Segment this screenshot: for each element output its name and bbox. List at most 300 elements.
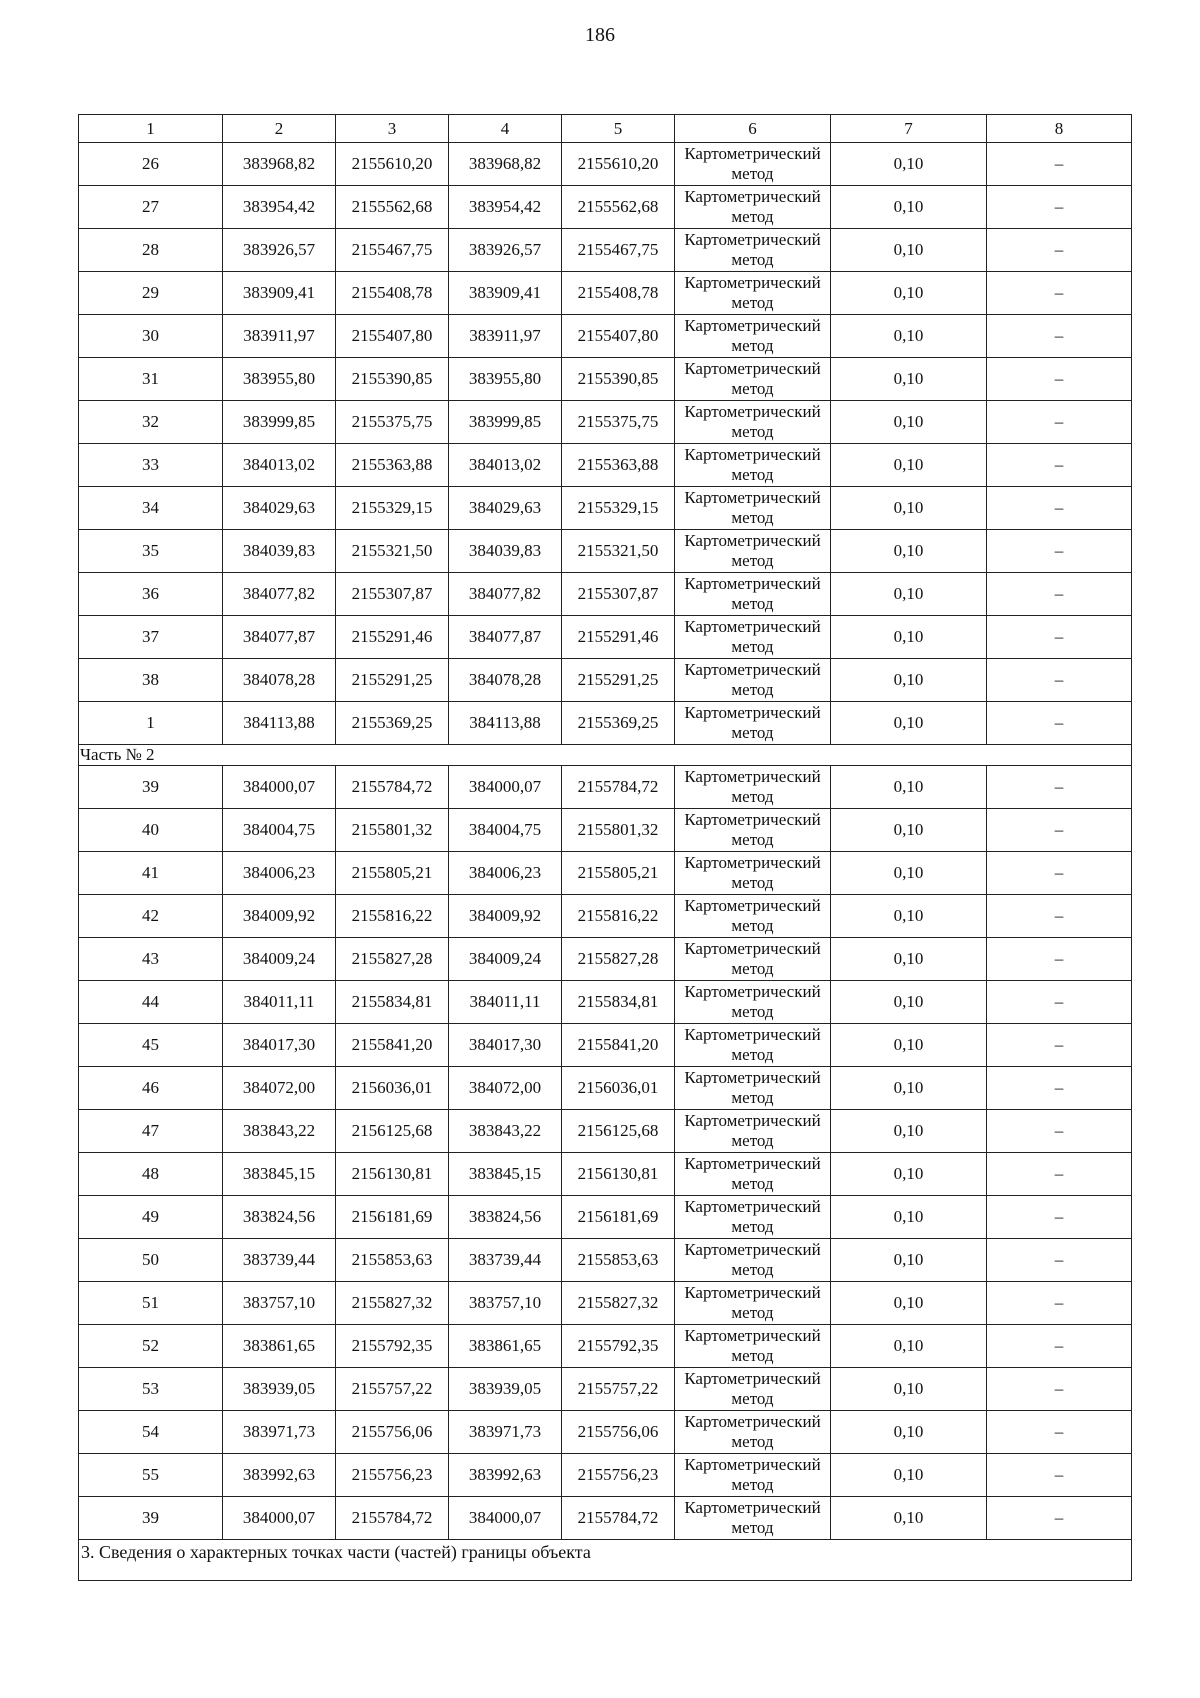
table-row [79,1282,1132,1325]
table-row [79,487,1132,530]
x-coordinate-cell: 383999,85 [449,401,562,444]
method-cell: Картометрический метод [675,1067,831,1110]
x-coordinate-cell: 384017,30 [223,1024,336,1067]
x-coordinate-cell: 383992,63 [449,1454,562,1497]
x-coordinate-cell: 384000,07 [223,766,336,809]
table-row [79,1497,1132,1540]
note-cell: – [987,358,1132,401]
x-coordinate-cell: 384004,75 [223,809,336,852]
point-number-cell: 52 [79,1325,223,1368]
x-coordinate-cell: 383926,57 [223,229,336,272]
table-row [79,981,1132,1024]
x-coordinate-cell: 384013,02 [449,444,562,487]
accuracy-cell: 0,10 [831,981,987,1024]
y-coordinate-cell: 2155467,75 [336,229,449,272]
note-cell: – [987,1196,1132,1239]
note-cell: – [987,444,1132,487]
method-cell: Картометрический метод [675,1325,831,1368]
x-coordinate-cell: 384000,07 [449,1497,562,1540]
section-heading: 3. Сведения о характерных точках части (частей) границы объекта [79,1540,1132,1581]
y-coordinate-cell: 2156036,01 [562,1067,675,1110]
column-header: 2 [223,115,336,143]
x-coordinate-cell: 383845,15 [449,1153,562,1196]
y-coordinate-cell: 2155363,88 [562,444,675,487]
column-header: 3 [336,115,449,143]
y-coordinate-cell: 2155801,32 [562,809,675,852]
table-row [79,358,1132,401]
point-number-cell: 37 [79,616,223,659]
note-cell: – [987,702,1132,745]
point-number-cell: 1 [79,702,223,745]
y-coordinate-cell: 2155407,80 [562,315,675,358]
header-row [79,115,1132,143]
accuracy-cell: 0,10 [831,444,987,487]
point-number-cell: 49 [79,1196,223,1239]
table-row [79,1239,1132,1282]
y-coordinate-cell: 2155792,35 [336,1325,449,1368]
y-coordinate-cell: 2155853,63 [562,1239,675,1282]
accuracy-cell: 0,10 [831,1282,987,1325]
method-cell: Картометрический метод [675,444,831,487]
note-cell: – [987,659,1132,702]
accuracy-cell: 0,10 [831,852,987,895]
y-coordinate-cell: 2155369,25 [336,702,449,745]
note-cell: – [987,315,1132,358]
note-cell: – [987,229,1132,272]
method-cell: Картометрический метод [675,981,831,1024]
x-coordinate-cell: 384009,92 [223,895,336,938]
note-cell: – [987,809,1132,852]
y-coordinate-cell: 2155784,72 [562,1497,675,1540]
x-coordinate-cell: 383971,73 [223,1411,336,1454]
table-row [79,1196,1132,1239]
accuracy-cell: 0,10 [831,616,987,659]
note-cell: – [987,573,1132,616]
table-row [79,1067,1132,1110]
point-number-cell: 26 [79,143,223,186]
method-cell: Картометрический метод [675,1368,831,1411]
y-coordinate-cell: 2155827,28 [562,938,675,981]
y-coordinate-cell: 2155805,21 [336,852,449,895]
table-row [79,1024,1132,1067]
accuracy-cell: 0,10 [831,702,987,745]
note-cell: – [987,1411,1132,1454]
x-coordinate-cell: 383971,73 [449,1411,562,1454]
y-coordinate-cell: 2155756,06 [562,1411,675,1454]
x-coordinate-cell: 383909,41 [449,272,562,315]
y-coordinate-cell: 2155816,22 [562,895,675,938]
y-coordinate-cell: 2155407,80 [336,315,449,358]
note-cell: – [987,1325,1132,1368]
accuracy-cell: 0,10 [831,229,987,272]
point-number-cell: 45 [79,1024,223,1067]
y-coordinate-cell: 2155756,06 [336,1411,449,1454]
x-coordinate-cell: 384072,00 [223,1067,336,1110]
table-row [79,143,1132,186]
accuracy-cell: 0,10 [831,315,987,358]
note-cell: – [987,1110,1132,1153]
accuracy-cell: 0,10 [831,766,987,809]
y-coordinate-cell: 2155841,20 [562,1024,675,1067]
column-header: 8 [987,115,1132,143]
y-coordinate-cell: 2156036,01 [336,1067,449,1110]
point-number-cell: 42 [79,895,223,938]
point-number-cell: 39 [79,766,223,809]
y-coordinate-cell: 2155562,68 [336,186,449,229]
x-coordinate-cell: 383955,80 [449,358,562,401]
table-row [79,444,1132,487]
part-label: Часть № 2 [79,745,1132,766]
point-number-cell: 55 [79,1454,223,1497]
y-coordinate-cell: 2155467,75 [562,229,675,272]
x-coordinate-cell: 384039,83 [223,530,336,573]
accuracy-cell: 0,10 [831,1411,987,1454]
x-coordinate-cell: 383954,42 [223,186,336,229]
method-cell: Картометрический метод [675,895,831,938]
section-heading-row [79,1540,1132,1581]
point-number-cell: 27 [79,186,223,229]
y-coordinate-cell: 2155805,21 [562,852,675,895]
x-coordinate-cell: 383843,22 [223,1110,336,1153]
x-coordinate-cell: 384113,88 [449,702,562,745]
table-row [79,315,1132,358]
y-coordinate-cell: 2155375,75 [562,401,675,444]
y-coordinate-cell: 2155321,50 [562,530,675,573]
x-coordinate-cell: 383909,41 [223,272,336,315]
x-coordinate-cell: 383968,82 [223,143,336,186]
method-cell: Картометрический метод [675,530,831,573]
table-row [79,809,1132,852]
y-coordinate-cell: 2155408,78 [336,272,449,315]
table-row [79,852,1132,895]
method-cell: Картометрический метод [675,1239,831,1282]
y-coordinate-cell: 2155329,15 [562,487,675,530]
x-coordinate-cell: 383992,63 [223,1454,336,1497]
note-cell: – [987,938,1132,981]
table-row [79,1153,1132,1196]
note-cell: – [987,616,1132,659]
x-coordinate-cell: 384013,02 [223,444,336,487]
x-coordinate-cell: 384113,88 [223,702,336,745]
accuracy-cell: 0,10 [831,1110,987,1153]
note-cell: – [987,1153,1132,1196]
y-coordinate-cell: 2155816,22 [336,895,449,938]
point-number-cell: 40 [79,809,223,852]
point-number-cell: 50 [79,1239,223,1282]
table-row [79,616,1132,659]
method-cell: Картометрический метод [675,852,831,895]
accuracy-cell: 0,10 [831,1196,987,1239]
x-coordinate-cell: 384011,11 [223,981,336,1024]
point-number-cell: 43 [79,938,223,981]
column-header: 6 [675,115,831,143]
x-coordinate-cell: 383926,57 [449,229,562,272]
accuracy-cell: 0,10 [831,1325,987,1368]
accuracy-cell: 0,10 [831,895,987,938]
y-coordinate-cell: 2155756,23 [562,1454,675,1497]
point-number-cell: 48 [79,1153,223,1196]
accuracy-cell: 0,10 [831,659,987,702]
x-coordinate-cell: 384077,82 [449,573,562,616]
x-coordinate-cell: 384077,87 [223,616,336,659]
y-coordinate-cell: 2155329,15 [336,487,449,530]
x-coordinate-cell: 383843,22 [449,1110,562,1153]
y-coordinate-cell: 2155801,32 [336,809,449,852]
method-cell: Картометрический метод [675,616,831,659]
y-coordinate-cell: 2156130,81 [336,1153,449,1196]
y-coordinate-cell: 2155307,87 [562,573,675,616]
column-header: 4 [449,115,562,143]
y-coordinate-cell: 2155291,46 [336,616,449,659]
y-coordinate-cell: 2155291,25 [336,659,449,702]
method-cell: Картометрический метод [675,659,831,702]
y-coordinate-cell: 2155834,81 [562,981,675,1024]
accuracy-cell: 0,10 [831,938,987,981]
note-cell: – [987,1497,1132,1540]
table-row [79,401,1132,444]
x-coordinate-cell: 384009,24 [223,938,336,981]
accuracy-cell: 0,10 [831,401,987,444]
method-cell: Картометрический метод [675,272,831,315]
point-number-cell: 32 [79,401,223,444]
y-coordinate-cell: 2155841,20 [336,1024,449,1067]
table-row [79,229,1132,272]
point-number-cell: 29 [79,272,223,315]
table-row [79,1454,1132,1497]
accuracy-cell: 0,10 [831,186,987,229]
y-coordinate-cell: 2155375,75 [336,401,449,444]
y-coordinate-cell: 2155408,78 [562,272,675,315]
x-coordinate-cell: 384000,07 [449,766,562,809]
method-cell: Картометрический метод [675,1454,831,1497]
method-cell: Картометрический метод [675,938,831,981]
x-coordinate-cell: 383757,10 [223,1282,336,1325]
x-coordinate-cell: 384011,11 [449,981,562,1024]
x-coordinate-cell: 383739,44 [223,1239,336,1282]
table-row [79,272,1132,315]
note-cell: – [987,272,1132,315]
point-number-cell: 47 [79,1110,223,1153]
method-cell: Картометрический метод [675,766,831,809]
method-cell: Картометрический метод [675,1497,831,1540]
table-row [79,530,1132,573]
point-number-cell: 53 [79,1368,223,1411]
table-row [79,895,1132,938]
table-row [79,659,1132,702]
note-cell: – [987,1024,1132,1067]
y-coordinate-cell: 2156181,69 [336,1196,449,1239]
x-coordinate-cell: 383861,65 [449,1325,562,1368]
x-coordinate-cell: 383999,85 [223,401,336,444]
y-coordinate-cell: 2155291,46 [562,616,675,659]
point-number-cell: 35 [79,530,223,573]
note-cell: – [987,530,1132,573]
column-header: 1 [79,115,223,143]
method-cell: Картометрический метод [675,1110,831,1153]
point-number-cell: 51 [79,1282,223,1325]
point-number-cell: 30 [79,315,223,358]
y-coordinate-cell: 2155307,87 [336,573,449,616]
accuracy-cell: 0,10 [831,530,987,573]
accuracy-cell: 0,10 [831,1239,987,1282]
accuracy-cell: 0,10 [831,1454,987,1497]
y-coordinate-cell: 2155321,50 [336,530,449,573]
y-coordinate-cell: 2155853,63 [336,1239,449,1282]
y-coordinate-cell: 2155827,32 [562,1282,675,1325]
note-cell: – [987,895,1132,938]
y-coordinate-cell: 2155369,25 [562,702,675,745]
x-coordinate-cell: 384009,92 [449,895,562,938]
x-coordinate-cell: 384000,07 [223,1497,336,1540]
point-number-cell: 54 [79,1411,223,1454]
accuracy-cell: 0,10 [831,143,987,186]
x-coordinate-cell: 383939,05 [223,1368,336,1411]
point-number-cell: 39 [79,1497,223,1540]
point-number-cell: 44 [79,981,223,1024]
method-cell: Картометрический метод [675,1153,831,1196]
method-cell: Картометрический метод [675,1024,831,1067]
x-coordinate-cell: 383861,65 [223,1325,336,1368]
x-coordinate-cell: 384009,24 [449,938,562,981]
note-cell: – [987,1368,1132,1411]
point-number-cell: 31 [79,358,223,401]
method-cell: Картометрический метод [675,358,831,401]
accuracy-cell: 0,10 [831,809,987,852]
x-coordinate-cell: 383845,15 [223,1153,336,1196]
point-number-cell: 46 [79,1067,223,1110]
column-header: 5 [562,115,675,143]
x-coordinate-cell: 383954,42 [449,186,562,229]
x-coordinate-cell: 383824,56 [223,1196,336,1239]
y-coordinate-cell: 2155756,23 [336,1454,449,1497]
y-coordinate-cell: 2155291,25 [562,659,675,702]
table-row [79,1325,1132,1368]
x-coordinate-cell: 383911,97 [223,315,336,358]
method-cell: Картометрический метод [675,401,831,444]
x-coordinate-cell: 384039,83 [449,530,562,573]
x-coordinate-cell: 384004,75 [449,809,562,852]
note-cell: – [987,852,1132,895]
note-cell: – [987,981,1132,1024]
point-number-cell: 36 [79,573,223,616]
note-cell: – [987,766,1132,809]
note-cell: – [987,186,1132,229]
column-header: 7 [831,115,987,143]
method-cell: Картометрический метод [675,1196,831,1239]
y-coordinate-cell: 2156130,81 [562,1153,675,1196]
y-coordinate-cell: 2155827,32 [336,1282,449,1325]
coordinates-table [78,114,1132,1581]
x-coordinate-cell: 384077,87 [449,616,562,659]
y-coordinate-cell: 2155363,88 [336,444,449,487]
y-coordinate-cell: 2155610,20 [336,143,449,186]
y-coordinate-cell: 2155827,28 [336,938,449,981]
y-coordinate-cell: 2155834,81 [336,981,449,1024]
x-coordinate-cell: 383757,10 [449,1282,562,1325]
note-cell: – [987,1239,1132,1282]
x-coordinate-cell: 384017,30 [449,1024,562,1067]
y-coordinate-cell: 2156125,68 [336,1110,449,1153]
point-number-cell: 33 [79,444,223,487]
method-cell: Картометрический метод [675,186,831,229]
accuracy-cell: 0,10 [831,1368,987,1411]
x-coordinate-cell: 384006,23 [223,852,336,895]
table-row [79,186,1132,229]
method-cell: Картометрический метод [675,809,831,852]
point-number-cell: 41 [79,852,223,895]
x-coordinate-cell: 384072,00 [449,1067,562,1110]
table-row [79,702,1132,745]
accuracy-cell: 0,10 [831,1153,987,1196]
note-cell: – [987,1454,1132,1497]
y-coordinate-cell: 2155562,68 [562,186,675,229]
y-coordinate-cell: 2156181,69 [562,1196,675,1239]
y-coordinate-cell: 2155390,85 [562,358,675,401]
y-coordinate-cell: 2156125,68 [562,1110,675,1153]
method-cell: Картометрический метод [675,315,831,358]
x-coordinate-cell: 384006,23 [449,852,562,895]
x-coordinate-cell: 384078,28 [223,659,336,702]
x-coordinate-cell: 384029,63 [449,487,562,530]
accuracy-cell: 0,10 [831,1497,987,1540]
page-number: 186 [585,24,615,46]
x-coordinate-cell: 383939,05 [449,1368,562,1411]
accuracy-cell: 0,10 [831,1024,987,1067]
accuracy-cell: 0,10 [831,358,987,401]
accuracy-cell: 0,10 [831,1067,987,1110]
y-coordinate-cell: 2155390,85 [336,358,449,401]
method-cell: Картометрический метод [675,1411,831,1454]
y-coordinate-cell: 2155757,22 [336,1368,449,1411]
point-number-cell: 38 [79,659,223,702]
x-coordinate-cell: 383739,44 [449,1239,562,1282]
note-cell: – [987,1282,1132,1325]
method-cell: Картометрический метод [675,573,831,616]
x-coordinate-cell: 383955,80 [223,358,336,401]
method-cell: Картометрический метод [675,1282,831,1325]
point-number-cell: 28 [79,229,223,272]
x-coordinate-cell: 383911,97 [449,315,562,358]
method-cell: Картометрический метод [675,143,831,186]
x-coordinate-cell: 383968,82 [449,143,562,186]
section-row [79,745,1132,766]
table-row [79,766,1132,809]
x-coordinate-cell: 384077,82 [223,573,336,616]
note-cell: – [987,401,1132,444]
y-coordinate-cell: 2155757,22 [562,1368,675,1411]
x-coordinate-cell: 383824,56 [449,1196,562,1239]
accuracy-cell: 0,10 [831,272,987,315]
table-row [79,573,1132,616]
method-cell: Картометрический метод [675,229,831,272]
y-coordinate-cell: 2155784,72 [562,766,675,809]
y-coordinate-cell: 2155784,72 [336,766,449,809]
point-number-cell: 34 [79,487,223,530]
method-cell: Картометрический метод [675,702,831,745]
table-row [79,938,1132,981]
note-cell: – [987,143,1132,186]
y-coordinate-cell: 2155792,35 [562,1325,675,1368]
y-coordinate-cell: 2155610,20 [562,143,675,186]
table-row [79,1110,1132,1153]
method-cell: Картометрический метод [675,487,831,530]
note-cell: – [987,487,1132,530]
table-row [79,1411,1132,1454]
note-cell: – [987,1067,1132,1110]
y-coordinate-cell: 2155784,72 [336,1497,449,1540]
table-row [79,1368,1132,1411]
accuracy-cell: 0,10 [831,487,987,530]
